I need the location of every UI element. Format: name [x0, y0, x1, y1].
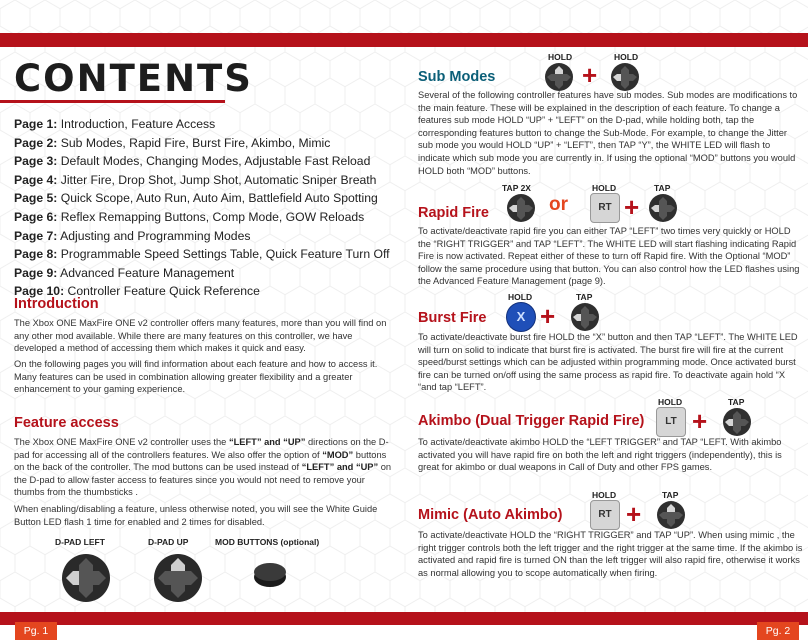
burst-fire-heading: Burst Fire: [418, 310, 487, 326]
toc-item[interactable]: Page 1: Introduction, Feature Access: [14, 117, 216, 131]
toc-item[interactable]: Page 10: Controller Feature Quick Reference: [14, 284, 260, 299]
page-1: [0, 47, 404, 637]
tap-label: TAP: [662, 490, 679, 500]
dpad-up-label: D-PAD UP: [148, 537, 189, 547]
contents-title: CONTENTS: [14, 57, 253, 100]
or-label: or: [549, 194, 568, 215]
introduction-heading: Introduction: [14, 296, 99, 312]
dpad-left-icon: [570, 302, 600, 332]
mod-button-icon: [252, 559, 288, 589]
akimbo-paragraph: To activate/deactivate akimbo HOLD the “LEFT TRIGGER” and TAP “LEFT. With akimbo activated you will have rapid fire on both the left and right triggers (independently), this is great for akimbo or dual weapons in Call of Duty and other FPS games.: [418, 437, 782, 473]
hold-label: HOLD: [592, 490, 617, 500]
introduction-paragraph: The Xbox ONE MaxFire ONE v2 controller offers many features, more than you will find on any other mod available. While there are many features on this controller, we have developed a method of accessing them which makes it quick and easy.: [14, 318, 387, 354]
tap-label: TAP: [728, 397, 745, 407]
feature-access-paragraph-2: When enabling/disabling a feature, unless otherwise noted, you will see the White Guide Button LED flash 1 time for enabled and 2 times for disabled.: [14, 504, 378, 527]
page-number-badge: Pg. 2: [757, 622, 799, 640]
feature-access-heading: Feature access: [14, 415, 119, 431]
akimbo-heading: Akimbo (Dual Trigger Rapid Fire): [418, 413, 645, 429]
mimic-heading: Mimic (Auto Akimbo): [418, 507, 563, 523]
hold-label: HOLD: [548, 52, 573, 62]
right-trigger-icon: RT: [590, 193, 620, 223]
dpad-up-icon: [544, 62, 574, 92]
dpad-left-icon: [722, 407, 752, 437]
plus-sign: +: [582, 60, 598, 90]
toc-item[interactable]: Page 3: Default Modes, Changing Modes, Adjustable Fast Reload: [14, 154, 371, 169]
hold-label: HOLD: [508, 292, 533, 302]
sub-modes-paragraph: Several of the following controller features have sub modes. Sub modes are modifications to the main feature. These will be explained in the description of each feature. To change a features sub mode HOLD “UP” + “LEFT” on the D-pad, while holding both, tap the corresponding features button to change the Sub-Mode. For example, to change the Jitter sub mode you would HOLD “UP” + “LEFT”, then TAP “Y”, the WHITE LED will flash to indicate which sub mode you are currently in. If using the optional “MOD” buttons you would HOLD both “MOD” buttons.: [418, 90, 798, 176]
dpad-left-icon: [506, 193, 536, 223]
toc-item[interactable]: Page 8: Programmable Speed Settings Table, Quick Feature Turn Off: [14, 247, 390, 262]
sub-modes-heading: Sub Modes: [418, 69, 496, 85]
hold-label: HOLD: [658, 397, 683, 407]
page-2: [404, 47, 808, 637]
x-button-icon: X: [506, 302, 536, 332]
rapid-fire-paragraph: To activate/deactivate rapid fire you can either TAP “LEFT” two times very quickly or HOLD the “RIGHT TRIGGER” and TAP “LEFT”. The WHITE LED will start flashing indicating Rapid Fire is now activated. Repeat either of these to turn off Rapid fire. With the Optional “MOD” follow the same procedure using that button. You can also control how the LED flashes using the Advanced Feature Management (page 9).: [418, 226, 800, 287]
title-underline: [0, 100, 225, 103]
toc-item[interactable]: Page 7: Adjusting and Programming Modes: [14, 228, 251, 243]
plus-sign: +: [624, 192, 640, 222]
tap-label: TAP: [654, 183, 671, 193]
dpad-left-icon: [648, 193, 678, 223]
top-red-bar: [0, 33, 808, 47]
dpad-left-icon: [60, 552, 112, 604]
plus-sign: +: [626, 499, 642, 529]
rapid-fire-heading: Rapid Fire: [418, 205, 489, 221]
mod-buttons-label: MOD BUTTONS (optional): [215, 537, 320, 547]
dpad-up-icon: [656, 500, 686, 530]
dpad-left-label: D-PAD LEFT: [55, 537, 105, 547]
toc-item[interactable]: Page 9: Advanced Feature Management: [14, 265, 235, 280]
dpad-up-icon: [152, 552, 204, 604]
toc-item[interactable]: Page 5: Quick Scope, Auto Run, Auto Aim, Battlefield Auto Spotting: [14, 191, 378, 206]
hold-label: HOLD: [592, 183, 617, 193]
tap-2x-label: TAP 2X: [502, 183, 531, 193]
toc-item[interactable]: Page 4: Jitter Fire, Drop Shot, Jump Shot, Automatic Sniper Breath: [14, 172, 377, 187]
mimic-paragraph: To activate/deactivate HOLD the “RIGHT TRIGGER” and TAP “UP”. When using mimic , the right trigger controls both the left trigger and the right trigger at the same time. If the akimbo is activated and rapid fire is turned ON than the left trigger will also rapid fire, otherwise it works as normal allowing you to scope automatically when firing.: [418, 530, 803, 578]
plus-sign: +: [692, 406, 708, 436]
burst-fire-paragraph: To activate/deactivate burst fire HOLD the “X” button and then TAP “LEFT”. The WHITE LED will turn on solid to indicate that burst fire is activated. The burst fire will fire at the current speed/burst settings which can be adjusted within programming mode. Once activated burst fire can be turned on/off using the same process as rapid fire. To deactivate again hold “X “and tap “LEFT”.: [418, 332, 798, 393]
tap-label: TAP: [576, 292, 593, 302]
left-trigger-icon: LT: [656, 407, 686, 437]
hold-label: HOLD: [614, 52, 639, 62]
toc-item[interactable]: Page 2: Sub Modes, Rapid Fire, Burst Fire, Akimbo, Mimic: [14, 135, 331, 150]
feature-access-paragraph: The Xbox ONE MaxFire ONE v2 controller uses the “LEFT” and “UP” directions on the D-pad for accessing all of the controllers features. We also offer the option of “MOD” buttons on the back of the controller. The mod buttons can be used instead of “LEFT” and “UP” on the D-pad to allow faster access to features since you would not need to remove your thumbs from the thumbsticks .: [14, 437, 392, 498]
plus-sign: +: [540, 301, 556, 331]
right-trigger-icon: RT: [590, 500, 620, 530]
introduction-paragraph-2: On the following pages you will find information about each feature and how to access it. Many features can be used in combination allowing greater flexibility and a greater enhancement to your gaming experience.: [14, 359, 378, 395]
toc-item[interactable]: Page 6: Reflex Remapping Buttons, Comp Mode, GOW Reloads: [14, 209, 365, 224]
table-of-contents: [14, 115, 399, 301]
page-number-badge: Pg. 1: [15, 622, 57, 640]
bottom-red-bar: [0, 612, 808, 625]
dpad-left-icon: [610, 62, 640, 92]
